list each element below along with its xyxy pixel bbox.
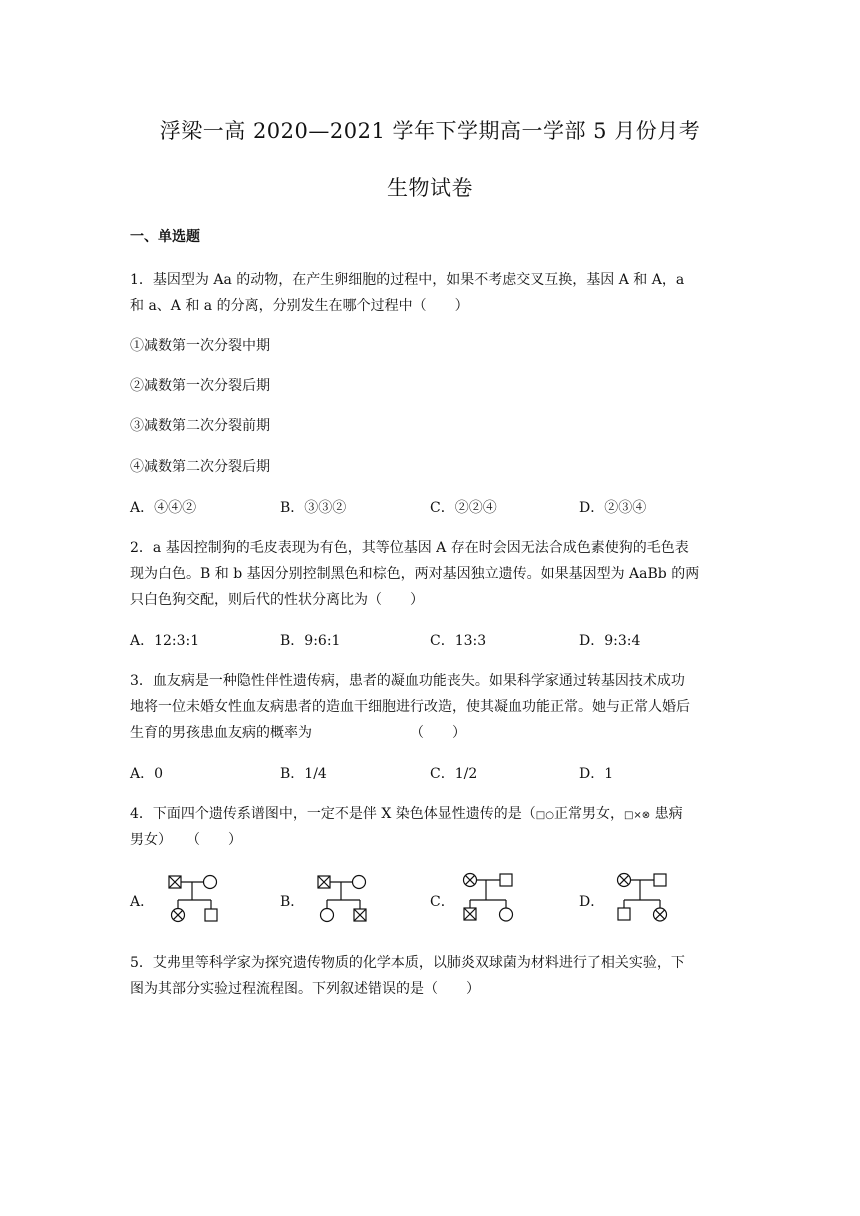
question-2-option-d: D．9:3:4 bbox=[579, 633, 641, 649]
affected-symbol-legend: □×⊗ bbox=[623, 810, 651, 821]
exam-title: 浮梁一高 2020—2021 学年下学期高一学部 5 月份月考 bbox=[159, 119, 701, 143]
question-1-item: ③减数第二次分裂前期 bbox=[130, 418, 270, 434]
question-4-option-a-label: A． bbox=[130, 894, 155, 910]
question-2-option-c: C．13:3 bbox=[430, 633, 487, 649]
question-3-text: 生育的男孩患血友病的概率为 bbox=[130, 725, 312, 741]
question-4-option-d-label: D． bbox=[579, 894, 605, 910]
question-1-item: ④减数第二次分裂后期 bbox=[130, 459, 270, 475]
pedigree-b bbox=[313, 872, 373, 926]
question-3-option-a: A．0 bbox=[130, 766, 164, 782]
question-1-option-a: A．④④② bbox=[130, 500, 197, 516]
section-heading: 一、单选题 bbox=[130, 229, 200, 245]
question-5-text: 图为其部分实验过程流程图。下列叙述错误的是（ ） bbox=[130, 981, 480, 997]
question-3-answer-blank: （ ） bbox=[410, 725, 466, 741]
question-3-text: 3．血友病是一种隐性伴性遗传病，患者的凝血功能丧失。如果科学家通过转基因技术成功 bbox=[130, 673, 685, 689]
question-1-option-c: C．②②④ bbox=[430, 500, 497, 516]
question-4-text-part: 患病 bbox=[650, 806, 683, 822]
question-2-option-a: A．12:3:1 bbox=[130, 633, 200, 649]
question-4-text-part: 4．下面四个遗传系谱图中，一定不是伴 X 染色体显性遗传的是（ bbox=[130, 806, 536, 822]
question-4-text: 男女） （ ） bbox=[130, 832, 242, 848]
question-3-text: 地将一位未婚女性血友病患者的造血干细胞进行改造，使其凝血功能正常。她与正常人婚后 bbox=[130, 699, 690, 715]
question-4-text bbox=[130, 803, 683, 823]
normal-symbol-legend: □○ bbox=[535, 810, 554, 821]
question-1-text: 1．基因型为 Aa 的动物，在产生卵细胞的过程中，如果不考虑交叉互换，基因 A 和 A，a bbox=[130, 272, 685, 288]
question-2-text: 2．a 基因控制狗的毛皮表现为有色，其等位基因 A 存在时会因无法合成色素使狗的毛色表 bbox=[130, 540, 689, 556]
question-3-option-c: C．1/2 bbox=[430, 766, 478, 782]
question-2-text: 只白色狗交配，则后代的性状分离比为（ ） bbox=[130, 592, 424, 608]
question-2-option-b: B．9:6:1 bbox=[280, 633, 341, 649]
question-3-option-b: B．1/4 bbox=[280, 766, 327, 782]
pedigree-c bbox=[458, 870, 520, 926]
question-1-item: ①减数第一次分裂中期 bbox=[130, 338, 270, 354]
question-1-text: 和 a、A 和 a 的分离，分别发生在哪个过程中（ ） bbox=[130, 298, 469, 314]
exam-subtitle: 生物试卷 bbox=[387, 176, 473, 200]
question-4-text-part: 正常男女， bbox=[553, 806, 624, 822]
question-3-option-d: D．1 bbox=[579, 766, 614, 782]
pedigree-a bbox=[164, 872, 224, 926]
question-5-text: 5．艾弗里等科学家为探究遗传物质的化学本质，以肺炎双球菌为材料进行了相关实验，下 bbox=[130, 955, 685, 971]
question-4-option-c-label: C． bbox=[430, 894, 455, 910]
question-4-option-b-label: B． bbox=[280, 894, 305, 910]
pedigree-d bbox=[612, 870, 674, 926]
question-1-option-b: B．③③② bbox=[280, 500, 347, 516]
question-1-item: ②减数第一次分裂后期 bbox=[130, 378, 270, 394]
question-2-text: 现为白色。B 和 b 基因分别控制黑色和棕色，两对基因独立遗传。如果基因型为 AaBb 的两 bbox=[130, 566, 700, 582]
question-1-option-d: D．②③④ bbox=[579, 500, 647, 516]
